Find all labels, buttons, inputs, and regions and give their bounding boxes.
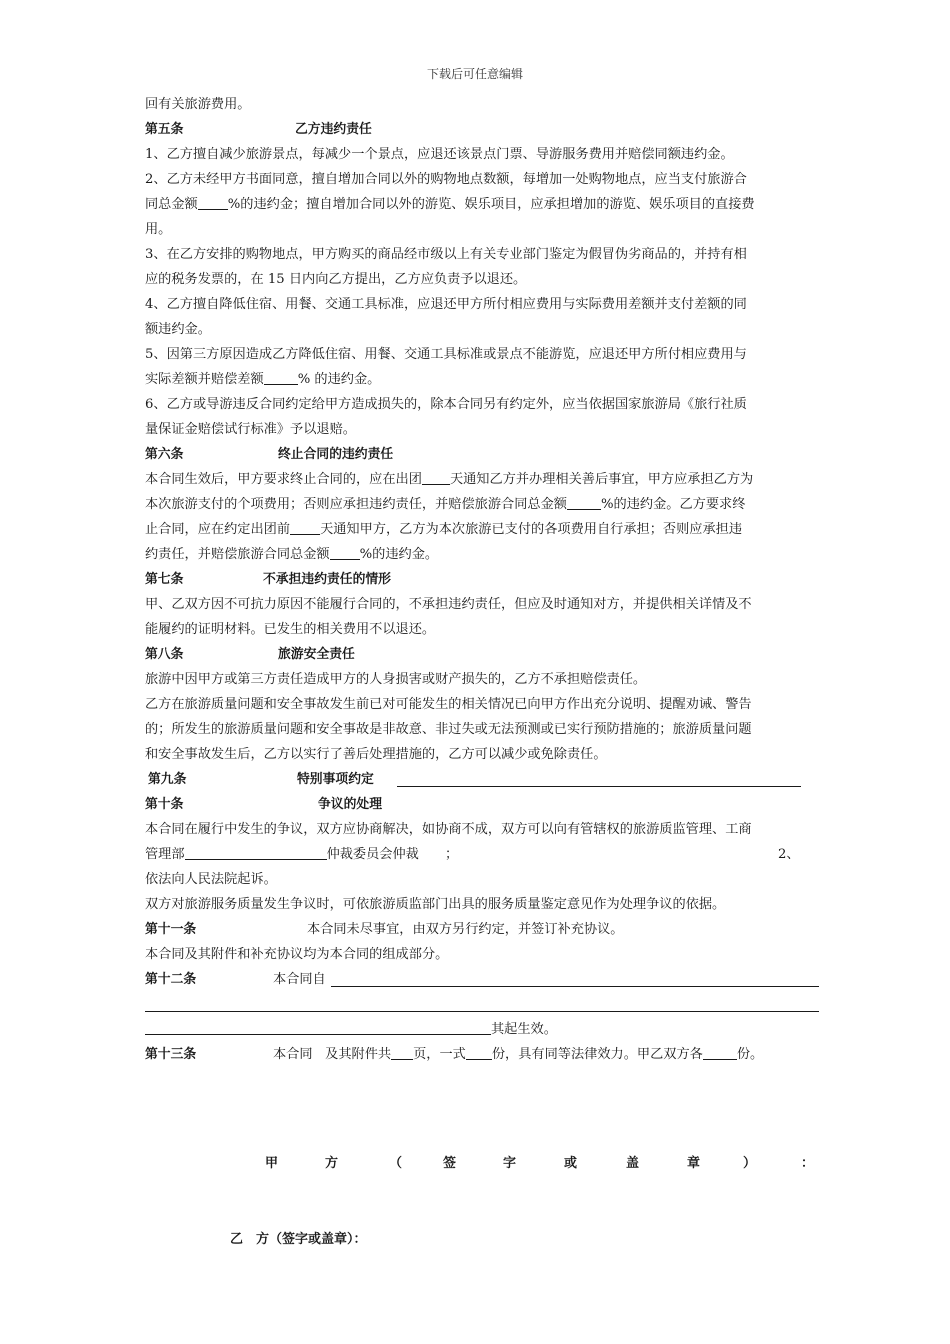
pages-blank[interactable] [391,1045,413,1060]
paragraph-line: 依法向人民法院起诉。 [145,872,277,887]
each-copies-blank[interactable] [703,1045,737,1060]
article-11-line [145,917,820,942]
article-number: 第九条 [148,772,187,787]
paragraph-line: 和安全事故发生后，乙方以实行了善后处理措施的，乙方可以减少或免除责任。 [145,747,607,762]
paragraph-line: 6、乙方或导游违反合同约定给甲方造成损失的，除本合同另有约定外，应当依据国家旅游局《旅行社质 [145,397,747,412]
article-10-heading [145,792,820,817]
party-a-signature [265,1152,815,1172]
article-number: 第十二条 [145,972,197,987]
paragraph-line: 乙方在旅游质量问题和安全事故发生前已对可能发生的相关情况已向甲方作出充分说明、提醒劝诫、警告 [145,697,752,712]
signature-char: 字 [503,1156,517,1171]
line-text: %的违约金；擅自增加合同以外的游览、娱乐项目，应承担增加的游览、娱乐项目的直接费 [227,197,755,212]
article-title: 旅游安全责任 [278,647,355,662]
article-7-heading [145,567,820,592]
article-title: 终止合同的违约责任 [278,447,394,462]
arbitration-commission-blank[interactable] [185,845,327,860]
signature-char: ： [801,1156,815,1171]
paragraph-line: 本合同在履行中发生的争议，双方应协商解决，如协商不成，双方可以向有管辖权的旅游质监管理、工商 [145,822,752,837]
line-text: 及其附件共 [325,1047,392,1062]
paragraph-line: 回有关旅游费用。 [145,97,251,112]
line-text: 本合同 [273,1047,313,1062]
page-header: 下载后可任意编辑 [426,67,523,81]
article-title: 特别事项约定 [297,772,374,787]
article-text [273,1042,763,1067]
paragraph-line [145,842,820,867]
line-text: 页，一式 [413,1047,466,1062]
signature-char: （ [389,1156,403,1171]
article-9-heading [145,767,820,792]
article-title: 乙方违约责任 [295,122,372,137]
article-number: 第五条 [145,122,184,137]
article-text: 本合同未尽事宜，由双方另行约定，并签订补充协议。 [307,922,624,937]
paragraph-line: 3、在乙方安排的购物地点，甲方购买的商品经市级以上有关专业部门鉴定为假冒伪劣商品的，并持有相 [145,247,747,262]
paragraph-line [145,542,820,567]
percent-blank[interactable] [567,495,601,510]
paragraph-line: 2、乙方未经甲方书面同意，擅自增加合同以外的购物地点数额，每增加一处购物地点，应当支付旅游合 [145,172,747,187]
signature-char: 签 [443,1156,457,1171]
days-blank[interactable] [422,470,450,485]
line-text: 其起生效。 [491,1022,557,1037]
paragraph-line [145,192,820,217]
article-title: 争议的处理 [318,797,382,812]
line-text: 2、 [778,847,800,862]
article-number: 第十三条 [145,1047,197,1062]
signature-char: 甲 [265,1156,279,1171]
effective-date-blank-end[interactable] [145,1020,491,1035]
paragraph-line [145,1017,820,1042]
paragraph-line: 5、因第三方原因造成乙方降低住宿、用餐、交通工具标准或景点不能游览，应退还甲方所付相应费用与 [145,347,747,362]
line-text: 实际差额并赔偿差额 [145,372,264,387]
percent-blank[interactable] [198,195,228,210]
paragraph-line: 能履约的证明材料。已发生的相关费用不以退还。 [145,622,436,637]
line-text: 天通知乙方并办理相关善后事宜，甲方应承担乙方为 [449,472,754,487]
paragraph-line: 额违约金。 [145,322,211,337]
article-number: 第六条 [145,447,184,462]
paragraph-line: 的；所发生的旅游质量问题和安全事故是非故意、非过失或无法预测或已实行预防措施的；旅游质量问题 [145,722,752,737]
article-number: 第七条 [145,572,184,587]
article-12-line [145,967,820,992]
days-blank[interactable] [290,520,320,535]
special-terms-blank[interactable] [397,772,801,787]
article-number: 第八条 [145,647,184,662]
line-text: 份。 [736,1047,764,1062]
line-text: 止合同，应在约定出团前 [145,522,291,537]
line-text: % 的违约金。 [297,372,381,387]
copies-blank[interactable] [466,1045,492,1060]
blank-line [145,992,820,1017]
line-text: 同总金额 [145,197,198,212]
paragraph-line: 1、乙方擅自减少旅游景点，每减少一个景点，应退还该景点门票、导游服务费用并赔偿同额违约金。 [145,147,734,162]
paragraph-line: 甲、乙双方因不可抗力原因不能履行合同的，不承担违约责任，但应及时通知对方，并提供相关详情及不 [145,597,752,612]
paragraph-line: 量保证金赔偿试行标准》予以退赔。 [145,422,356,437]
line-text: 本次旅游支付的个项费用；否则应承担违约责任，并赔偿旅游合同总金额 [145,497,567,512]
line-text: %的违约金。乙方要求终 [601,497,746,512]
percent-blank[interactable] [264,370,298,385]
article-5-heading [145,117,820,142]
paragraph-line [145,467,820,492]
effective-date-blank[interactable] [331,972,819,987]
article-8-heading [145,642,820,667]
line-text: 份，具有同等法律效力。甲乙双方各 [491,1047,703,1062]
line-text: 管理部 [145,847,185,862]
line-text: %的违约金。 [359,547,439,562]
article-title: 不承担违约责任的情形 [263,572,391,587]
paragraph-line: 旅游中因甲方或第三方责任造成甲方的人身损害或财产损失的，乙方不承担赔偿责任。 [145,672,647,687]
article-6-heading [145,442,820,467]
paragraph-line: 本合同及其附件和补充协议均为本合同的组成部分。 [145,947,449,962]
article-text: 本合同自 [273,972,326,987]
article-13-line [145,1042,820,1067]
paragraph-line [145,367,820,392]
paragraph-line: 4、乙方擅自降低住宿、用餐、交通工具标准，应退还甲方所付相应费用与实际费用差额并支付差额的同 [145,297,747,312]
signature-char: 章 [687,1156,701,1171]
paragraph-line: 双方对旅游服务质量发生争议时，可依旅游质监部门出具的服务质量鉴定意见作为处理争议的依据。 [145,897,726,912]
signature-char: ） [743,1156,757,1171]
paragraph-line [145,517,820,542]
signature-char: 方 [325,1156,339,1171]
line-text: 本合同生效后，甲方要求终止合同的，应在出团 [145,472,422,487]
article-number: 第十一条 [145,922,197,937]
line-text: 天通知甲方，乙方为本次旅游已支付的各项费用自行承担；否则应承担违 [320,522,743,537]
line-text: 约责任，并赔偿旅游合同总金额 [145,547,330,562]
paragraph-line: 应的税务发票的，在 15 日内向乙方提出，乙方应负责予以退还。 [145,272,527,287]
article-number: 第十条 [145,797,184,812]
effective-date-blank-continued[interactable] [145,997,819,1012]
percent-blank[interactable] [330,545,360,560]
signature-char: 或 [564,1156,578,1171]
line-text: ； [445,847,459,862]
paragraph-line: 用。 [145,222,172,237]
signature-char: 盖 [626,1156,640,1171]
line-text: 仲裁委员会仲裁 [326,847,419,862]
paragraph-line [145,492,820,517]
party-b-signature: 乙 方（签字或盖章）： [230,1232,367,1247]
contract-body [145,92,820,1067]
